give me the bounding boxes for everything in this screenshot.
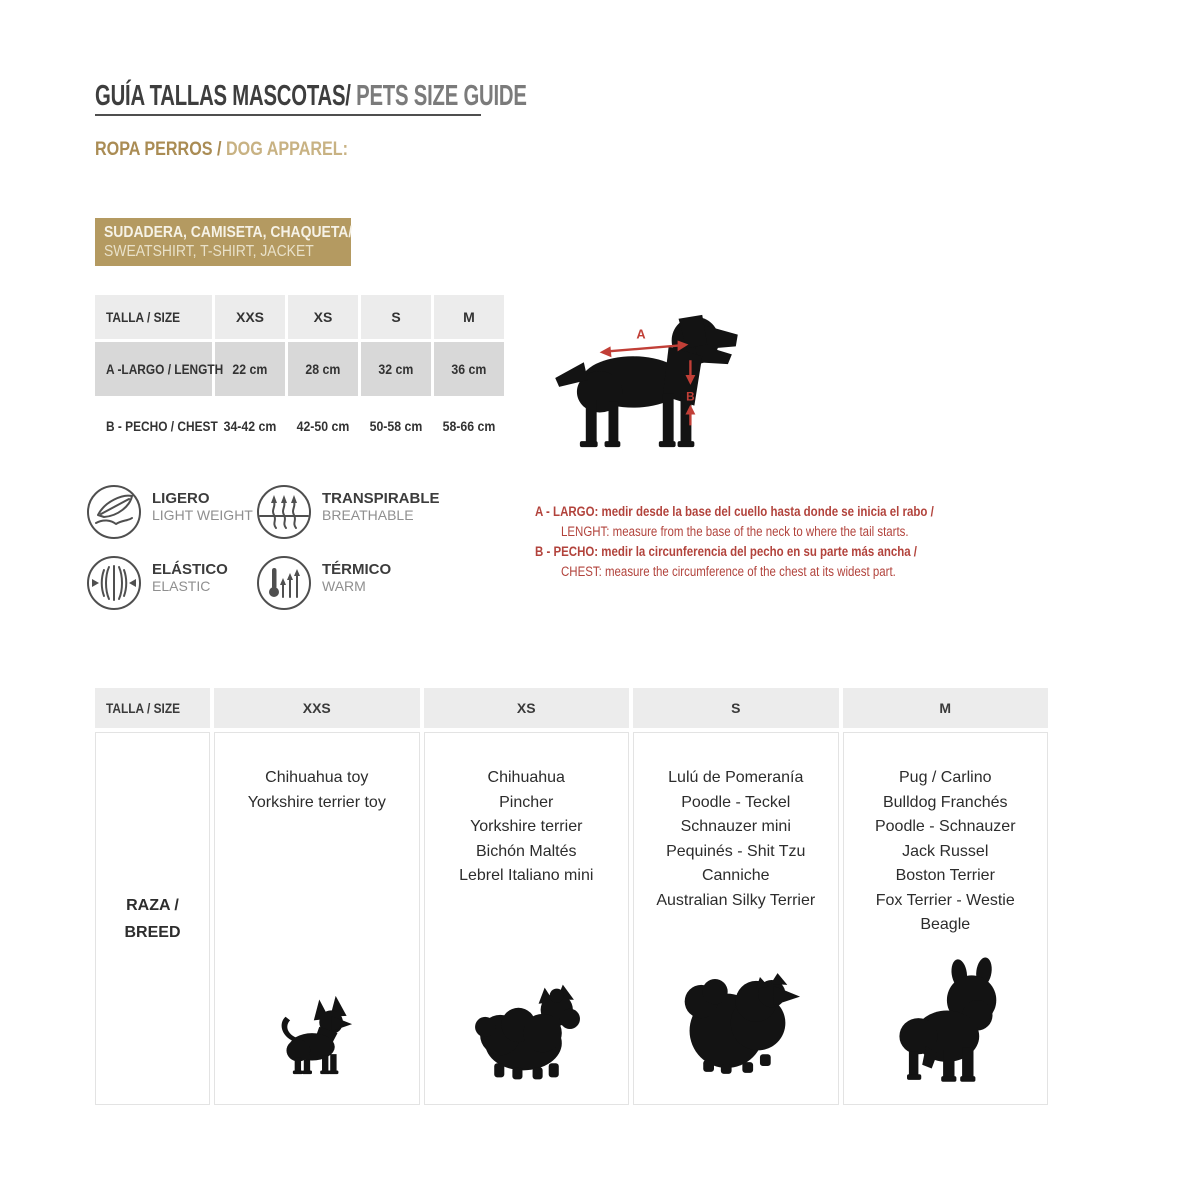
- length-value-m: 36 cm: [434, 342, 504, 396]
- category-line-en: SWEATSHIRT, T-SHIRT, JACKET: [104, 243, 314, 260]
- length-value-s: 32 cm: [361, 342, 431, 396]
- yorkshire-terrier-silhouette-icon: [468, 982, 584, 1084]
- length-value-xs: 28 cm: [288, 342, 358, 396]
- chest-value-s: 50-58 cm: [361, 399, 431, 453]
- feature-label-es: ELÁSTICO: [152, 561, 228, 578]
- chest-value-m: 58-66 cm: [434, 399, 504, 453]
- breed-row-label: RAZA / BREED: [95, 732, 210, 1105]
- category-box: [95, 218, 351, 266]
- note-b-es: B - PECHO: medir la circunferencia del pecho en su parte más ancha /: [535, 544, 917, 559]
- elastic-icon: [85, 554, 143, 612]
- section-subtitle: [95, 139, 393, 161]
- labrador-silhouette-icon: [555, 315, 738, 447]
- feature-label-es: TÉRMICO: [322, 561, 392, 578]
- chest-value-xs: 42-50 cm: [288, 399, 358, 453]
- breed-cell-s: [633, 732, 839, 1105]
- breed-table-header-xxs: XXS: [214, 688, 420, 728]
- note-a-en: LENGHT: measure from the base of the neck to where the tail starts.: [561, 524, 909, 539]
- feature-label-en: LIGHT WEIGHT: [152, 507, 253, 523]
- size-table-header-s: S: [361, 295, 431, 339]
- breed-table-header-xs: XS: [424, 688, 630, 728]
- thermometer-icon: [255, 554, 313, 612]
- size-table-header-label: TALLA / SIZE: [95, 295, 212, 339]
- arrow-a-label: A: [636, 326, 646, 342]
- length-value-xxs: 22 cm: [215, 342, 285, 396]
- size-table-header-xxs: XXS: [215, 295, 285, 339]
- size-table-row-chest-label: B - PECHO / CHEST: [95, 399, 212, 453]
- arrow-b-label: B: [686, 389, 695, 404]
- note-b-en: CHEST: measure the circumference of the chest at its widest part.: [561, 564, 896, 579]
- note-a-es: A - LARGO: medir desde la base del cuello hasta donde se inicia el rabo /: [535, 504, 934, 519]
- size-table-header-xs: XS: [288, 295, 358, 339]
- category-line-es: SUDADERA, CAMISETA, CHAQUETA/: [104, 224, 353, 241]
- breed-list-m: Pug / Carlino Bulldog Franchés Poodle - Schnauzer Jack Russel Boston Terrier Fox Terrier - Westie Beagle: [874, 769, 1016, 933]
- feature-label-en: ELASTIC: [152, 578, 211, 594]
- measuring-notes: [535, 502, 1005, 582]
- breed-cell-m: [843, 732, 1049, 1105]
- french-bulldog-silhouette-icon: [888, 956, 1002, 1086]
- feature-breathable: [255, 483, 485, 545]
- title-underline: [95, 114, 481, 116]
- feature-label-en: BREATHABLE: [322, 507, 414, 523]
- feather-icon: [85, 483, 143, 541]
- breathable-icon: [255, 483, 313, 541]
- chihuahua-silhouette-icon: [273, 994, 361, 1076]
- page-title-en: PETS SIZE GUIDE: [350, 80, 527, 112]
- breed-cell-xs: [424, 732, 630, 1105]
- breed-table: [95, 688, 1048, 1105]
- size-table-row-length-label: A -LARGO / LENGTH: [95, 342, 212, 396]
- breed-table-header-m: M: [843, 688, 1049, 728]
- feature-label-en: WARM: [322, 578, 366, 594]
- page-title-es: GUÍA TALLAS MASCOTAS/: [95, 80, 351, 112]
- chest-value-xxs: 34-42 cm: [215, 399, 285, 453]
- breed-table-header-label: TALLA / SIZE: [95, 688, 210, 728]
- size-table: [95, 295, 495, 453]
- feature-label-es: TRANSPIRABLE: [322, 490, 440, 507]
- feature-warm: [255, 554, 485, 616]
- breed-list-xs: Chihuahua Pincher Yorkshire terrier Bichón Maltés Lebrel Italiano mini: [459, 769, 594, 884]
- breed-list-xxs: Chihuahua toy Yorkshire terrier toy: [247, 769, 386, 811]
- feature-label-es: LIGERO: [152, 490, 210, 507]
- size-table-header-m: M: [434, 295, 504, 339]
- breed-cell-xxs: [214, 732, 420, 1105]
- measuring-dog-diagram: [552, 303, 740, 453]
- breed-table-header-s: S: [633, 688, 839, 728]
- breed-list-s: Lulú de Pomeranía Poodle - Teckel Schnauzer mini Pequinés - Shit Tzu Canniche Australian Silky Terrier: [656, 769, 816, 909]
- page-title: [95, 80, 712, 113]
- subtitle-en: DOG APPAREL:: [226, 139, 349, 160]
- pomeranian-silhouette-icon: [670, 964, 802, 1080]
- subtitle-es: ROPA PERROS /: [95, 139, 227, 160]
